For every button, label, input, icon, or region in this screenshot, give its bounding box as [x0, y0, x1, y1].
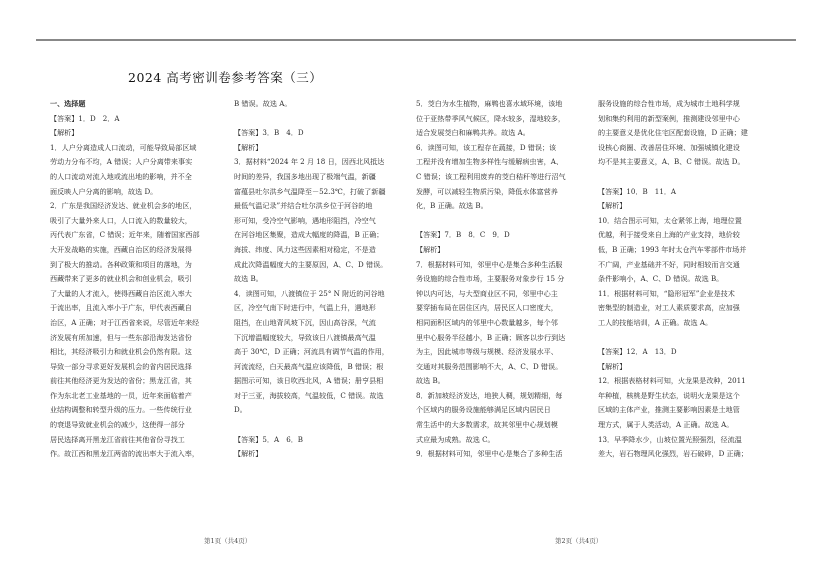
text-line: 的主要意义是优化住宅区配套设施，D 正确；建 [598, 128, 748, 138]
blank-line [598, 331, 774, 346]
text-line: 河流流经，白天最高气温应该降低，B 错误；根 [234, 361, 384, 371]
text-line: 吸引了大量外来人口，人口流入的数量较大， [50, 215, 192, 225]
text-line: 12．根据表格材料可知，火龙果是改种，2011 [598, 376, 746, 386]
text-line: 密集型的制造业，对工人素质要求高，应加强 [598, 303, 740, 313]
text-line: 1．人户分离造成人口流动，可能导致局部区域 [50, 142, 197, 152]
text-line: 工程并没有增加生物多样性与缓解病虫害，A、 [416, 157, 563, 167]
text-line: D。 [234, 405, 247, 415]
text-line: 【答案】10．B 11．A [598, 186, 677, 196]
text-line: 7．根据材料可知，邻里中心是集合多种生活服 [416, 259, 563, 269]
text-line: 6．读图可知，该工程存在蔬接，D 错误；该 [416, 142, 557, 152]
text-line: 海拔、纬度、风力这些因素相对稳定，不是造 [234, 244, 376, 254]
text-line: 富蕴县吐尔洪乡气温降至－52.3℃，打破了新疆 [234, 186, 386, 196]
text-line: 故选 B。 [234, 274, 263, 284]
text-line: 丙代表广东省，C 错误；近年来，随着国家西部 [50, 230, 200, 240]
text-line: 设核心商圈、改善居住环境、加强城镇化建设 [598, 142, 740, 152]
text-line: 相同面积区域内的邻里中心数量越多，每个邻 [416, 317, 558, 327]
text-line: 年种植，核桃是野生状态，说明火龙果是这个 [598, 390, 740, 400]
text-line: 服务设施的综合性市场，成为城市土地科学规 [598, 99, 740, 108]
text-line: 3．据材料“2024 年 2 月 18 日，因西北风抵达 [234, 157, 385, 167]
text-line: 阻挡，在山地背风坡下沉，因山高谷深，气流 [234, 317, 376, 327]
page-number-2: 第2页（共4页） [555, 537, 603, 545]
text-line: 【解析】 [598, 201, 627, 211]
text-line: 【解析】 [234, 142, 263, 152]
text-line: 作。故江西和黑龙江两省的流出率大于流入率， [50, 449, 199, 459]
text-line: 区，冷空气南下时进行中，气温上升，遇地形 [234, 303, 376, 313]
blank-line [598, 170, 774, 185]
text-line: 理方式，属于人类活动，A 正确。故选 A。 [598, 420, 734, 430]
text-line: 发酵，可以减轻生物质污染，降低水体富营养 [416, 186, 558, 196]
text-line: 【答案】1．D 2．A [50, 113, 120, 123]
text-line: 相比，其经济吸引力和就业机会仍然有限。这 [50, 347, 192, 357]
column-4 [598, 97, 774, 462]
top-rule [36, 39, 796, 41]
text-line: 适合发展茭白和麻鸭共养。故选 A。 [416, 128, 530, 138]
text-line: 于流出率，且流入率小于广东，甲代表西藏自 [50, 303, 192, 313]
text-line: 13．早季降水少，山坡位置光照强烈，径流温 [598, 434, 742, 444]
text-line: 11．根据材料可知，“隐形冠军”企业是技术 [598, 288, 735, 298]
page-number-1: 第1页（共4页） [204, 537, 252, 545]
text-line: 的衰退导致就业机会的减少，这使得一部分 [50, 420, 185, 430]
column-1 [50, 97, 226, 462]
text-line: 济发展有所加速，但与一些东部沿海发达省份 [50, 332, 192, 342]
text-line: 为主，因此城市等级与规模、经济发展水平、 [416, 347, 558, 357]
text-line: 了大量的人才流入，使得西藏自治区流入率大 [50, 288, 192, 298]
text-line: 常生活中的大多数需求，故其邻里中心规划模 [416, 420, 558, 430]
text-line: 务设施的综合性市场，主要服务对象步行 15 分 [416, 274, 565, 284]
text-line: 里中心服务半径越小，B 正确；顾客以步行到达 [416, 332, 566, 342]
text-line: 成此次降温幅度大的主要原因，A、C、D 错误。 [234, 259, 388, 269]
blank-line [234, 418, 406, 433]
text-line: 化，B 正确。故选 B。 [416, 201, 488, 211]
text-line: 【解析】 [598, 361, 627, 371]
text-line: 交通对其服务范围影响不大，A、C、D 错误。 [416, 361, 563, 371]
text-line: 在河谷地区集聚，造成大幅度的降温，B 正确； [234, 230, 384, 240]
text-line: 均不是其主要意义，A、B、C 错误。故选 D。 [598, 157, 745, 167]
text-line: 不广阔，产业基础并不好，同时相较而言交通 [598, 259, 740, 269]
text-line: 【解析】 [50, 128, 79, 138]
text-line: 西藏带来了更多的就业机会和创业机会，吸引 [50, 274, 192, 284]
section-heading: 一、选择题 [50, 99, 86, 108]
text-line: 工人的技能培训，A 正确。故选 A。 [598, 317, 713, 327]
text-line: 面反映人户分离的影响，故选 D。 [50, 186, 158, 196]
text-line: 劳动力分布不均，A 错误；人户分离带来事实 [50, 157, 193, 167]
text-line: 业结构调整和转型升级的压力。一些传统行业 [50, 405, 192, 415]
column-2 [234, 97, 406, 462]
blank-line [234, 112, 406, 127]
text-line: 位于亚热带季风气候区，降水较多，湿地较多， [416, 113, 565, 123]
text-line: 到了极大的推动。各种政策和项目的落地，为 [50, 259, 192, 269]
text-line: 差大，岩石物理风化强烈，岩石破碎，D 正确； [598, 449, 748, 459]
text-line: C 错误；该工程利用废弃的茭白秸秆等进行沼气 [416, 171, 566, 181]
text-line: 【答案】7．B 8．C 9．D [416, 230, 510, 240]
text-line: 5．茭白为水生植物，麻鸭也喜水域环境，该地 [416, 99, 563, 108]
blank-line [416, 214, 590, 229]
text-line: 钟以内可达，与大型商业区不同，邻里中心主 [416, 288, 558, 298]
text-line: 【答案】12．A 13．D [598, 347, 677, 357]
document-title: 2024 高考密训卷参考答案（三） [128, 70, 323, 85]
text-line: 故选 B。 [416, 376, 445, 386]
text-line: 前往其他经济更为发达的省份；黑龙江省，其 [50, 376, 192, 386]
column-3 [416, 97, 590, 462]
text-line: 9．根据材料可知，邻里中心是集合了多种生活 [416, 449, 563, 459]
text-line: 优越，利于接受来自上海的产业支持，地价较 [598, 230, 740, 240]
text-line: 居民选择离开黑龙江省前往其他省份寻找工 [50, 434, 185, 444]
text-line: 要穿插布局在居住区内，居民区人口密度大， [416, 303, 558, 313]
text-line: 最低气温记录”并结合吐尔洪乡位于河谷的地 [234, 201, 373, 211]
text-line: 10．结合图示可知，太仓紧邻上海，地理位置 [598, 215, 742, 225]
text-line: 【答案】3．B 4．D [234, 128, 304, 138]
text-line: 导致一部分寻求更好发展机会的省内居民选择 [50, 361, 192, 371]
text-line: 据图示可知，该日吹西北风，A 错误；册亨县相 [234, 376, 384, 386]
text-line: 大开发战略的实施，西藏自治区的经济发展得 [50, 244, 192, 254]
text-line: 4．读图可知，八渡镇位于 25° N 附近的河谷地 [234, 288, 385, 298]
text-line: 的人口流动对流入地或流出地的影响，并不全 [50, 171, 192, 181]
text-line: 作为东北老工业基地的一员，近年来面临着产 [50, 390, 192, 400]
text-line: 2．广东是我国经济发达、就业机会多的地区， [50, 201, 197, 211]
text-line: 条件影响小，A、C、D 错误。故选 B。 [598, 274, 724, 284]
text-line: 个区域内的服务设施能够满足区域内居民日 [416, 405, 551, 415]
text-line: 时间的差异，我国多地出现了极端气温，新疆 [234, 171, 376, 181]
text-line: 【答案】5．A 6．B [234, 434, 304, 444]
text-line: 形可知，受冷空气影响，遇地形阻挡，冷空气 [234, 215, 376, 225]
text-line: 8．新加坡经济发达，地狭人稠，规划精细，每 [416, 390, 563, 400]
text-line: 低，B 正确；1993 年时太仓汽车零部件市场并 [598, 244, 747, 254]
text-line: 对于三亚，海拔较高，气温较低，C 错误。故选 [234, 390, 384, 400]
text-line: 式应最为成熟。故选 C。 [416, 434, 495, 444]
text-line: B 错误。故选 A。 [234, 99, 292, 108]
text-line: 【解析】 [234, 449, 263, 459]
text-line: 下沉增温幅度较大，导致该日八渡镇最高气温 [234, 332, 376, 342]
text-line: 高于 30℃，D 正确；河流具有调节气温的作用， [234, 347, 389, 357]
text-line: 治区，A 正确；对于江西省来说，尽管近年来经 [50, 317, 200, 327]
text-line: 区域的主体产业，推测主要影响因素是土地管 [598, 405, 740, 415]
text-line: 【解析】 [416, 244, 445, 254]
text-line: 划和集约利用的新型案例，推测建设邻里中心 [598, 113, 740, 123]
